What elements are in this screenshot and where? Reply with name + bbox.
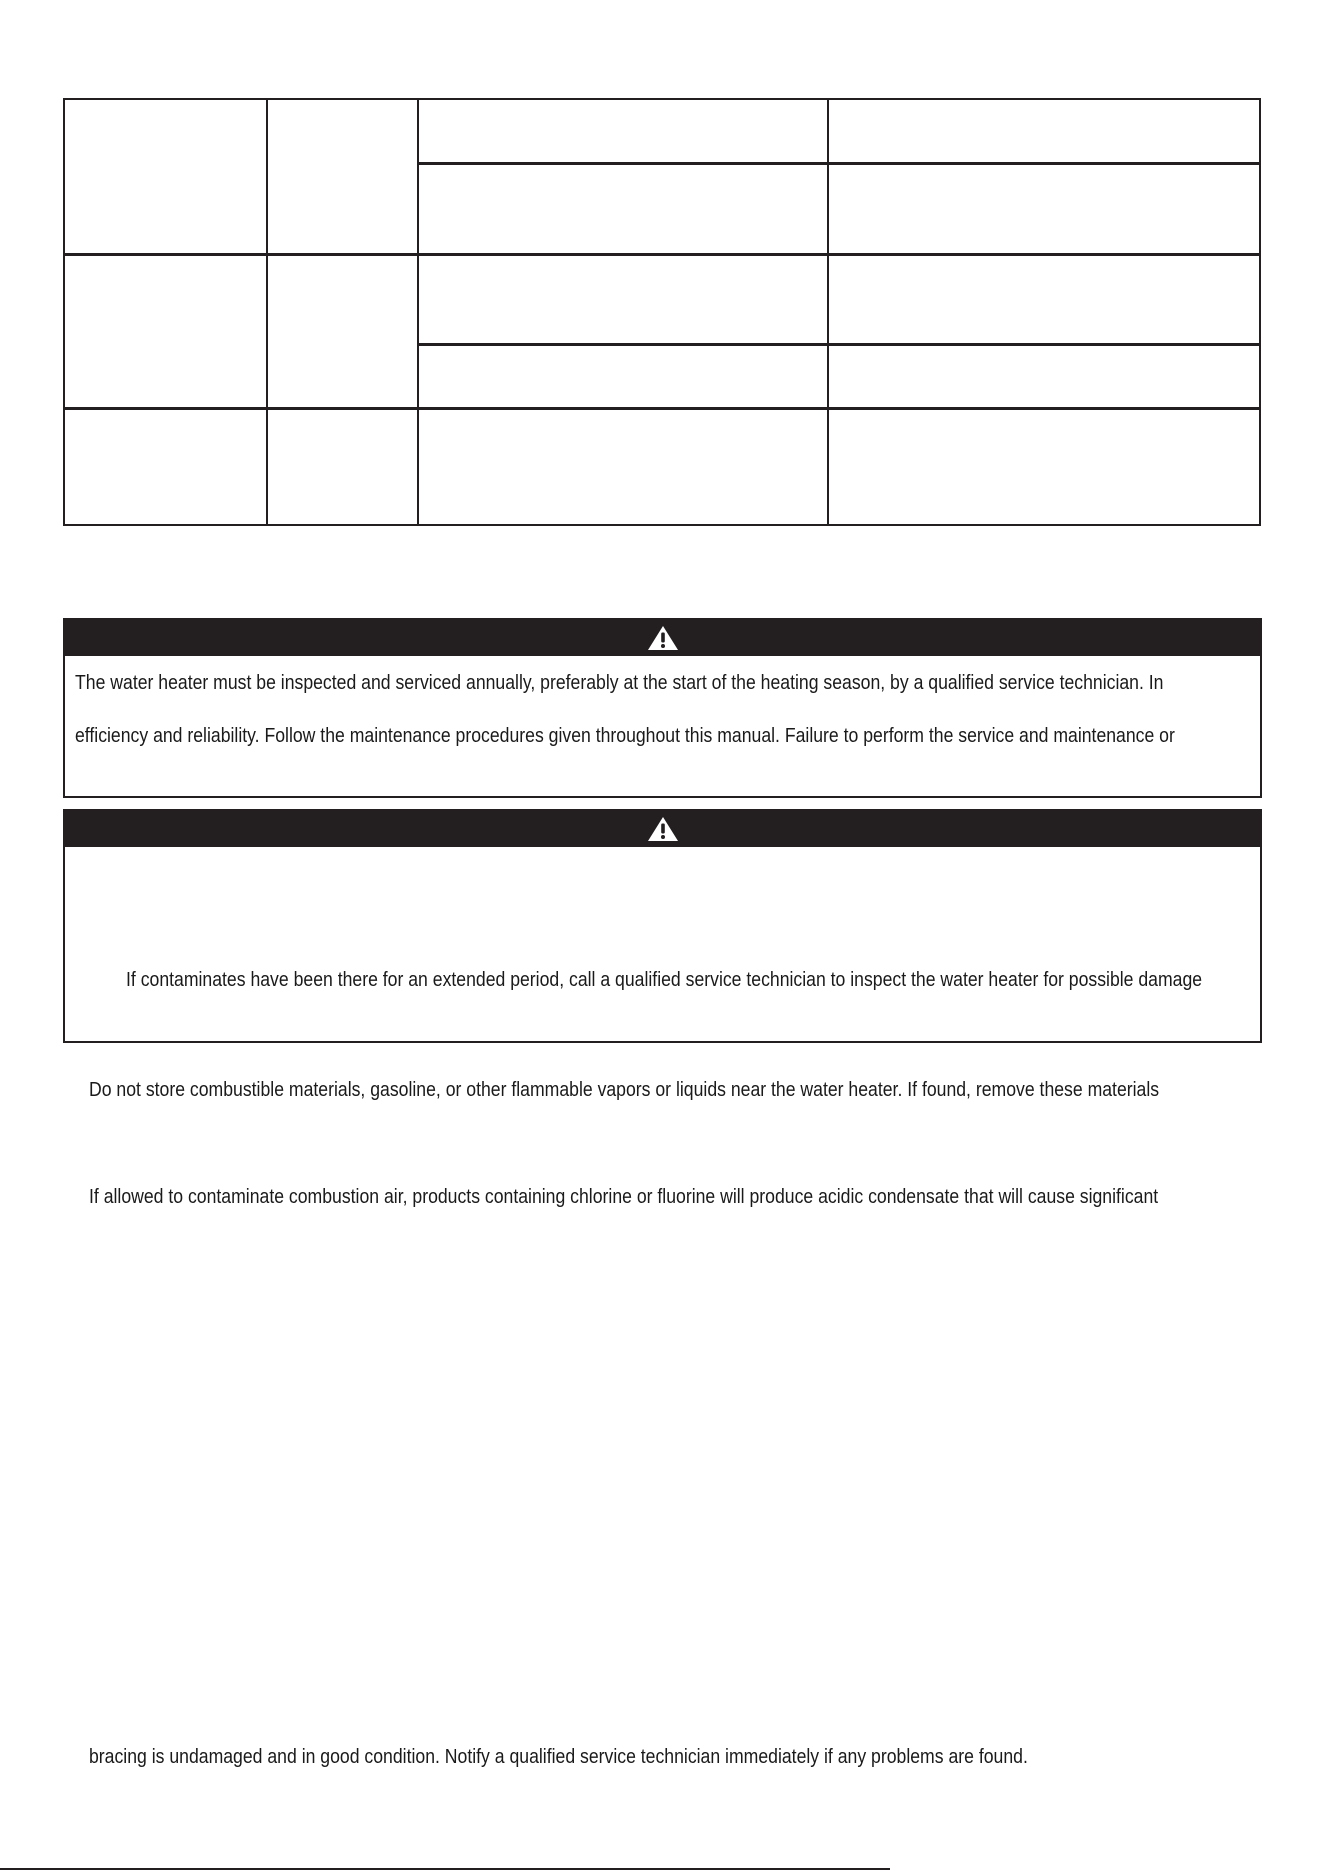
footer-rule — [0, 1868, 890, 1870]
table-cell — [268, 255, 417, 407]
warning-header-bar — [65, 620, 1260, 656]
body-paragraph: Do not store combustible materials, gasoline, or other flammable vapors or liquids near the water heater. If found, remove these materials — [89, 1078, 1160, 1101]
warning-triangle-icon — [646, 624, 680, 652]
warning-callout — [63, 618, 1262, 798]
body-paragraph: If allowed to contaminate combustion air, products containing chlorine or fluorine will produce acidic condensate that will cause significant — [89, 1185, 1159, 1208]
table-cell — [65, 409, 266, 524]
warning-text-line: If contaminates have been there for an extended period, call a qualified service technician to inspect the water heater for possible damage — [126, 968, 1203, 991]
body-paragraph: bracing is undamaged and in good condition. Notify a qualified service technician immediately if any problems are found. — [89, 1745, 1028, 1768]
warning-callout — [63, 809, 1262, 1043]
warning-text-line: The water heater must be inspected and serviced annually, preferably at the start of the heating season, by a qualified service technician. In — [75, 671, 1164, 694]
table-cell — [65, 100, 266, 253]
maintenance-table — [63, 98, 1261, 526]
warning-text-line: efficiency and reliability. Follow the maintenance procedures given throughout this manual. Failure to perform the service and maintenance or — [75, 724, 1175, 747]
table-cell — [268, 100, 417, 253]
table-subrow-divider — [417, 343, 1259, 346]
table-subrow-divider — [417, 162, 1259, 165]
warning-triangle-icon — [646, 815, 680, 843]
table-cell — [268, 409, 417, 524]
warning-header-bar — [65, 811, 1260, 847]
table-cell — [65, 255, 266, 407]
